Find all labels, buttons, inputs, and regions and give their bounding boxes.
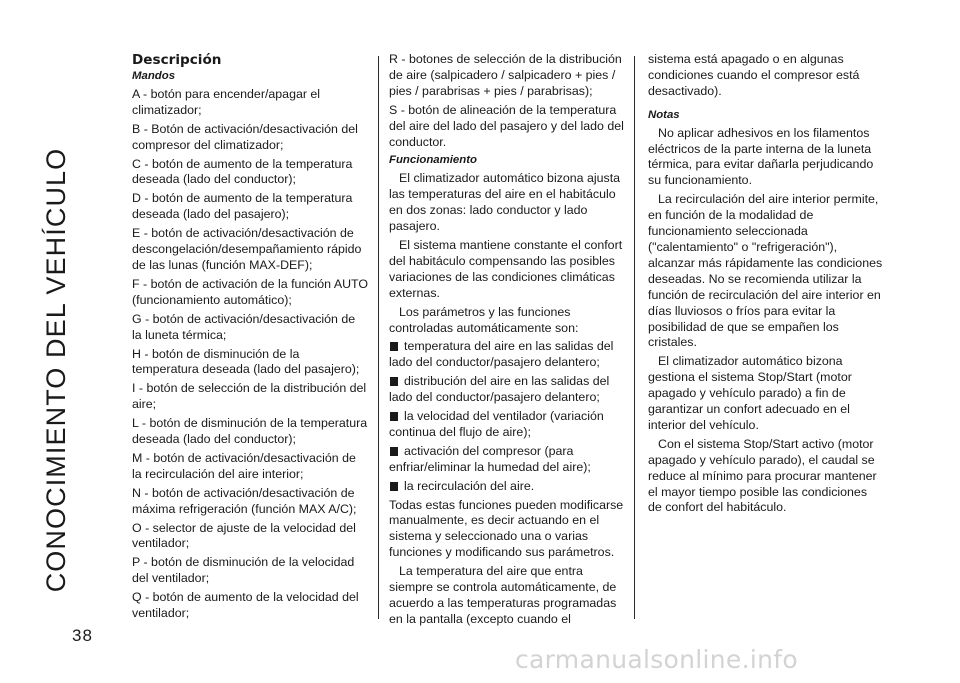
square-bullet-icon xyxy=(390,412,398,421)
list-item: N - botón de activación/desactivación de máxima refrigeración (función MAX A/C); xyxy=(132,485,357,516)
subheading-mandos: Mandos xyxy=(132,70,176,82)
subheading-notas: Notas xyxy=(648,108,680,121)
list-item: P - botón de disminución de la velocidad del ventilador; xyxy=(132,555,355,586)
bullet-item: activación del compresor (para enfriar/eliminar la humedad del aire); xyxy=(389,443,591,474)
square-bullet-icon xyxy=(390,377,398,386)
column-divider xyxy=(634,56,635,619)
list-item: D - botón de aumento de la temperatura deseada (lado del pasajero); xyxy=(132,191,353,222)
paragraph: El sistema mantiene constante el confort del habitáculo compensando las posibles variaciones de las condiciones climáticas externas. xyxy=(389,237,623,300)
list-item: C - botón de aumento de la temperatura deseada (lado del conductor); xyxy=(132,156,353,187)
list-item: R - botones de selección de la distribución de aire (salpicadero / salpicadero + pies / pies / parabrisas + pies / parabrisas); xyxy=(389,52,622,98)
watermark: carmanualsonline.info xyxy=(515,645,798,674)
paragraph: La temperatura del aire que entra siempre se controla automáticamente, de acuerdo a las temperaturas programadas en la pantalla (excepto cuando el xyxy=(389,564,617,626)
list-item: L - botón de disminución de la temperatura deseada (lado del conductor); xyxy=(132,416,368,447)
column-1 xyxy=(132,52,368,625)
square-bullet-icon xyxy=(390,482,398,491)
subheading-funcionamiento: Funcionamiento xyxy=(389,154,477,167)
list-item: E - botón de activación/desactivación de descongelación/desempañamiento rápido de las lunas (función MAX-DEF); xyxy=(132,226,362,272)
list-item: S - botón de alineación de la temperatura del aire del lado del pasajero y del lado del conductor. xyxy=(389,102,624,149)
bullet-item: la velocidad del ventilador (variación continua del flujo de aire); xyxy=(389,409,604,439)
paragraph: El climatizador automático bizona gestiona el sistema Stop/Start (motor apagado y vehículo parado) a fin de garantizar un confort adecuado en el interior del vehículo. xyxy=(648,354,852,432)
paragraph: Todas estas funciones pueden modificarse manualmente, es decir actuando en el sistema y seleccionado una o varias funciones y modificando sus parámetros. xyxy=(389,497,624,560)
list-item: F - botón de activación de la función AUTO (funcionamiento automático); xyxy=(132,276,369,307)
paragraph: El climatizador automático bizona ajusta las temperaturas del aire en el habitáculo en dos zonas: lado conductor y lado pasajero. xyxy=(389,171,621,234)
list-item: G - botón de activación/desactivación de la luneta térmica; xyxy=(132,311,356,342)
paragraph: La recirculación del aire interior permite, en función de la modalidad de funcionamiento seleccionada ("calentamiento" o "refrigeración"), alcanzar más rápidamente las condiciones deseadas. No se recomienda utilizar la función de recirculación del aire interior en días lluviosos o fríos para evitar la posibilidad de que se empañen los cristales. xyxy=(648,192,883,350)
list-item: O - selector de ajuste de la velocidad del ventilador; xyxy=(132,520,356,551)
bullet-item: temperatura del aire en las salidas del lado del conductor/pasajero delantero; xyxy=(389,339,614,370)
page-number: 38 xyxy=(72,626,93,645)
list-item: M - botón de activación/desactivación de la recirculación del aire interior; xyxy=(132,450,356,481)
list-item: Q - botón de aumento de la velocidad del ventilador; xyxy=(132,590,359,621)
paragraph-continuation: sistema está apagado o en algunas condiciones cuando el compresor está desactivado). xyxy=(648,52,860,98)
heading-descripcion: Descripción xyxy=(132,52,222,68)
column-2 xyxy=(389,52,625,631)
bullet-item: distribución del aire en las salidas del lado del conductor/pasajero delantero; xyxy=(389,374,610,405)
column-divider xyxy=(378,56,379,619)
square-bullet-icon xyxy=(390,447,398,456)
bullet-item: la recirculación del aire. xyxy=(389,479,625,495)
list-item: I - botón de selección de la distribución del aire; xyxy=(132,381,367,412)
section-title-vertical: CONOCIMIENTO DEL VEHÍCULO xyxy=(41,147,71,593)
paragraph: Los parámetros y las funciones controladas automáticamente son: xyxy=(389,304,579,335)
list-item: A - botón para encender/apagar el climatizador; xyxy=(132,86,321,117)
list-item: H - botón de disminución de la temperatura deseada (lado del pasajero); xyxy=(132,346,360,377)
list-item: B - Botón de activación/desactivación del compresor del climatizador; xyxy=(132,121,358,152)
paragraph: Con el sistema Stop/Start activo (motor apagado y vehículo parado), el caudal se reduce al mínimo para procurar mantener el mayor tiempo posible las condiciones de confort del habitáculo. xyxy=(648,436,877,515)
square-bullet-icon xyxy=(390,342,398,351)
paragraph: No aplicar adhesivos en los filamentos eléctricos de la parte interna de la luneta térmica, para evitar dañarla perjudicando su funcionamiento. xyxy=(648,125,874,188)
column-3 xyxy=(648,52,884,519)
